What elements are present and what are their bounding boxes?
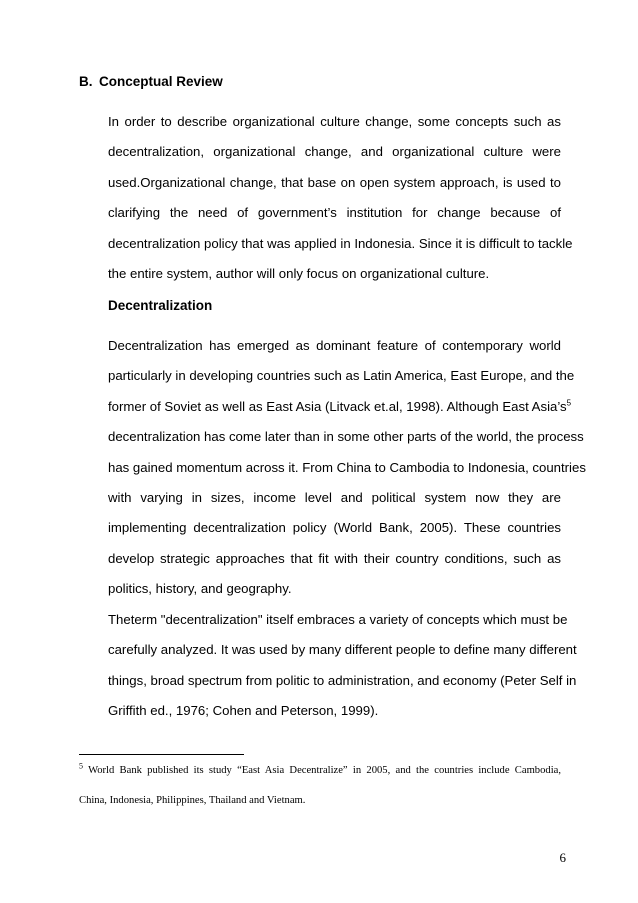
- footnote-line: [79, 756, 561, 786]
- paragraph-line: Griffith ed., 1976; Cohen and Peterson, 1999).: [108, 703, 379, 719]
- footnote-divider: [79, 754, 244, 755]
- footnote: [79, 756, 561, 816]
- paragraph-line: with varying in sizes, income level and political system now they are: [108, 489, 561, 505]
- paragraph-line: clarifying the need of government’s institution for change because of: [108, 205, 561, 221]
- paragraph-line: politics, history, and geography.: [108, 581, 292, 597]
- section-number: B.: [79, 74, 93, 89]
- footnote-marker: 5: [79, 761, 83, 771]
- paragraph-line: [108, 392, 572, 422]
- decentralization-paragraph: [108, 331, 586, 605]
- paragraph-line: implementing decentralization policy (World Bank, 2005). These countries: [108, 520, 561, 536]
- decentralization-term-paragraph: [108, 605, 577, 727]
- paragraph-line: the entire system, author will only focus on organizational culture.: [108, 265, 490, 281]
- paragraph-line-text: former of Soviet as well as East Asia (Litvack et.al, 1998). Although East Asia’s: [108, 398, 567, 414]
- paragraph-line: In order to describe organizational culture change, some concepts such as: [108, 114, 561, 129]
- paragraph-line: develop strategic approaches that fit with their country conditions, such as: [108, 550, 561, 566]
- paragraph-line: carefully analyzed. It was used by many different people to define many different: [108, 642, 577, 658]
- paragraph-line: Decentralization has emerged as dominant feature of contemporary world: [108, 338, 561, 353]
- paragraph-line: has gained momentum across it. From China to Cambodia to Indonesia, countries: [108, 459, 586, 475]
- subsection-heading: Decentralization: [108, 298, 213, 313]
- paragraph-line: decentralization has come later than in some other parts of the world, the process: [108, 429, 584, 445]
- paragraph-line: particularly in developing countries such as Latin America, East Europe, and the: [108, 368, 575, 384]
- footnote-line: China, Indonesia, Philippines, Thailand and Vietnam.: [79, 795, 306, 806]
- paragraph-line: decentralization policy that was applied in Indonesia. Since it is difficult to tackle: [108, 235, 573, 251]
- page-number: 6: [559, 850, 566, 865]
- footnote-text: World Bank published its study “East Asia Decentralize” in 2005, and the countries include Cambodia,: [83, 765, 561, 776]
- paragraph-line: things, broad spectrum from politic to administration, and economy (Peter Self in: [108, 672, 577, 688]
- paragraph-line: decentralization, organizational change, and organizational culture were: [108, 144, 561, 160]
- paragraph-line: used.Organizational change, that base on open system approach, is used to: [108, 174, 561, 190]
- paragraph-line: Theterm "decentralization" itself embraces a variety of concepts which must be: [108, 612, 568, 627]
- intro-paragraph: [108, 107, 573, 289]
- section-title: Conceptual Review: [99, 74, 223, 89]
- section-heading: [79, 74, 223, 89]
- footnote-reference[interactable]: 5: [566, 398, 572, 408]
